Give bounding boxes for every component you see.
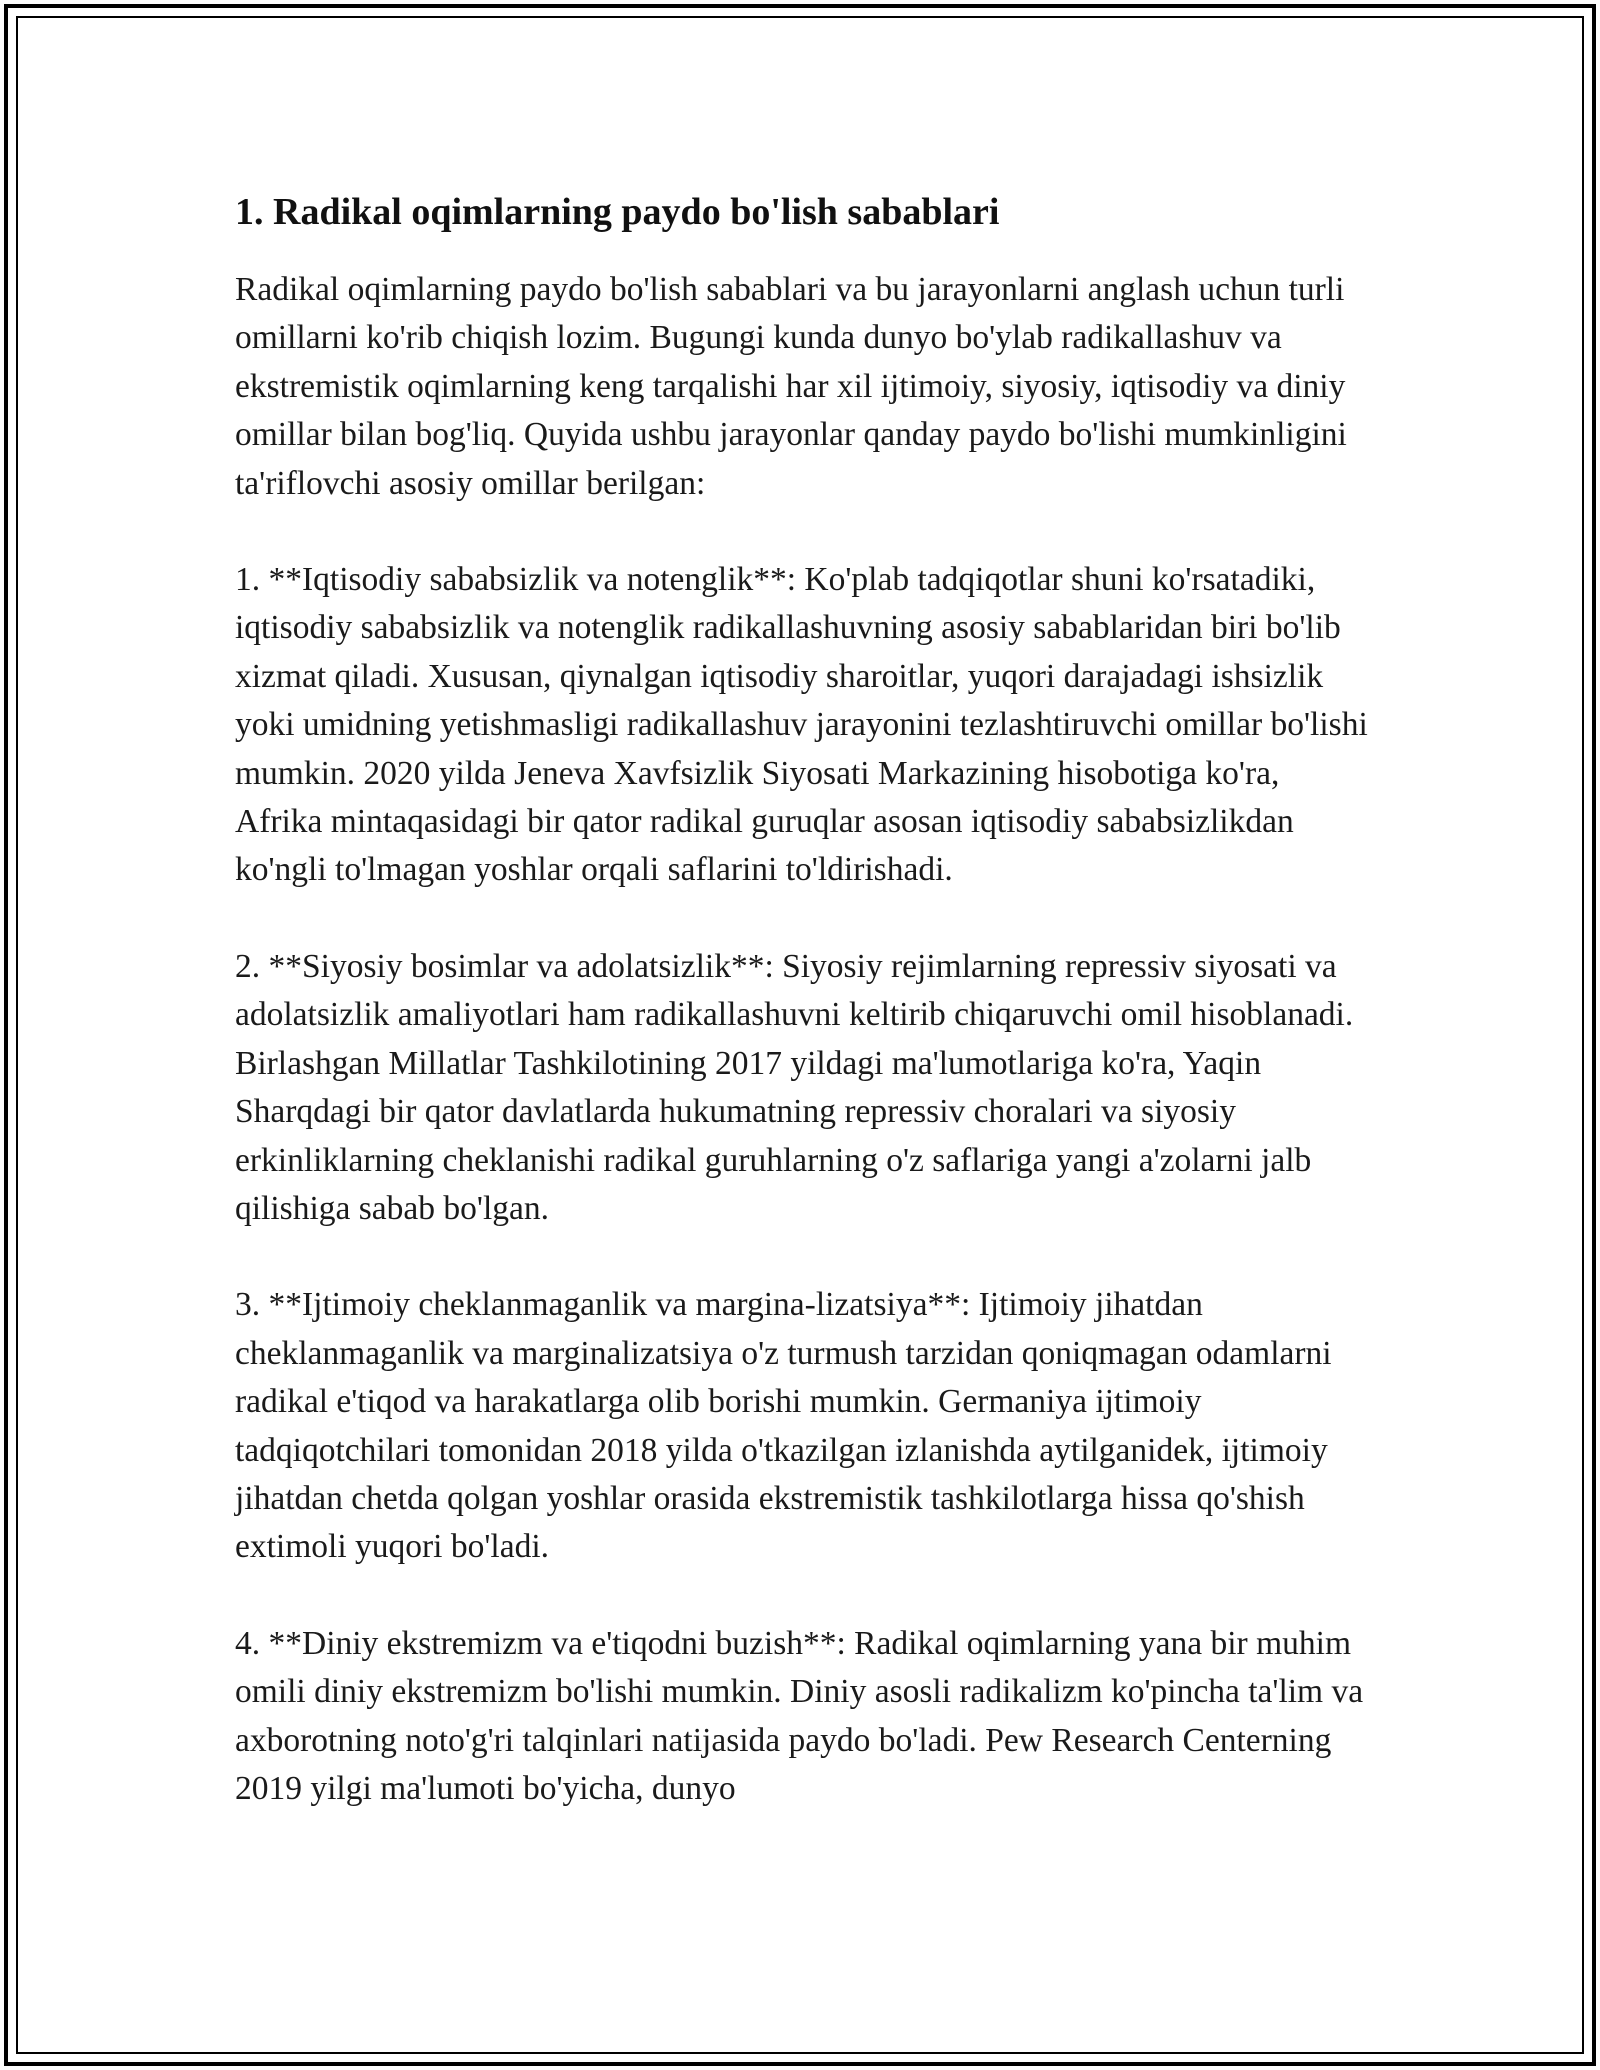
document-body	[235, 188, 1370, 1813]
section-heading: 1. Radikal oqimlarning paydo bo'lish sabablari	[235, 191, 1000, 233]
paragraph-economic-factors: 1. **Iqtisodiy sababsizlik va notenglik**: Ko'plab tadqiqotlar shuni ko'rsatadiki, iqtisodiy sababsizlik va notenglik radikallashuvning asosiy sabablaridan biri bo'lib xizmat qiladi. Xususan, qiynalgan iqtisodiy sharoitlar, yuqori darajadagi ishsizlik yoki umidning yetishmasligi radikallashuv jarayonini tezlashtiruvchi omillar bo'lishi mumkin. 2020 yilda Jeneva Xavfsizlik Siyosati Markazining hisobotiga ko'ra, Afrika mintaqasidagi bir qator radikal guruqlar asosan iqtisodiy sababsizlikdan ko'ngli to'lmagan yoshlar orqali saflarini to'ldirishadi.	[235, 561, 1368, 889]
intro-paragraph: Radikal oqimlarning paydo bo'lish sabablari va bu jarayonlarni anglash uchun turli omillarni ko'rib chiqish lozim. Bugungi kunda dunyo bo'ylab radikallashuv va ekstremistik oqimlarning keng tarqalishi har xil ijtimoiy, siyosiy, iqtisodiy va diniy omillar bilan bog'liq. Quyida ushbu jarayonlar qanday paydo bo'lishi mumkinligini ta'riflovchi asosiy omillar berilgan:	[235, 271, 1347, 502]
paragraph-social-factors: 3. **Ijtimoiy cheklanmaganlik va margina-lizatsiya**: Ijtimoiy jihatdan cheklanmaganlik va marginalizatsiya o'z turmush tarzidan qoniqmagan odamlarni radikal e'tiqod va harakatlarga olib borishi mumkin. Germaniya ijtimoiy tadqiqotchilari tomonidan 2018 yilda o'tkazilgan izlanishda aytilganidek, ijtimoiy jihatdan chetda qolgan yoshlar orasida ekstremistik tashkilotlarga hissa qo'shish extimoli yuqori bo'ladi.	[235, 1286, 1332, 1566]
paragraph-religious-factors: 4. **Diniy ekstremizm va e'tiqodni buzish**: Radikal oqimlarning yana bir muhim omili diniy ekstremizm bo'lishi mumkin. Diniy asosli radikalizm ko'pincha ta'lim va axborotning noto'g'ri talqinlari natijasida paydo bo'ladi. Pew Research Centerning 2019 yilgi ma'lumoti bo'yicha, dunyo	[235, 1624, 1364, 1807]
paragraph-political-factors: 2. **Siyosiy bosimlar va adolatsizlik**: Siyosiy rejimlarning repressiv siyosati va adolatsizlik amaliyotlari ham radikallashuvni keltirib chiqaruvchi omil hisoblanadi. Birlashgan Millatlar Tashkilotining 2017 yildagi ma'lumotlariga ko'ra, Yaqin Sharqdagi bir qator davlatlarda hukumatning repressiv choralari va siyosiy erkinliklarning cheklanishi radikal guruhlarning o'z saflariga yangi a'zolarni jalb qilishiga sabab bo'lgan.	[235, 947, 1354, 1227]
